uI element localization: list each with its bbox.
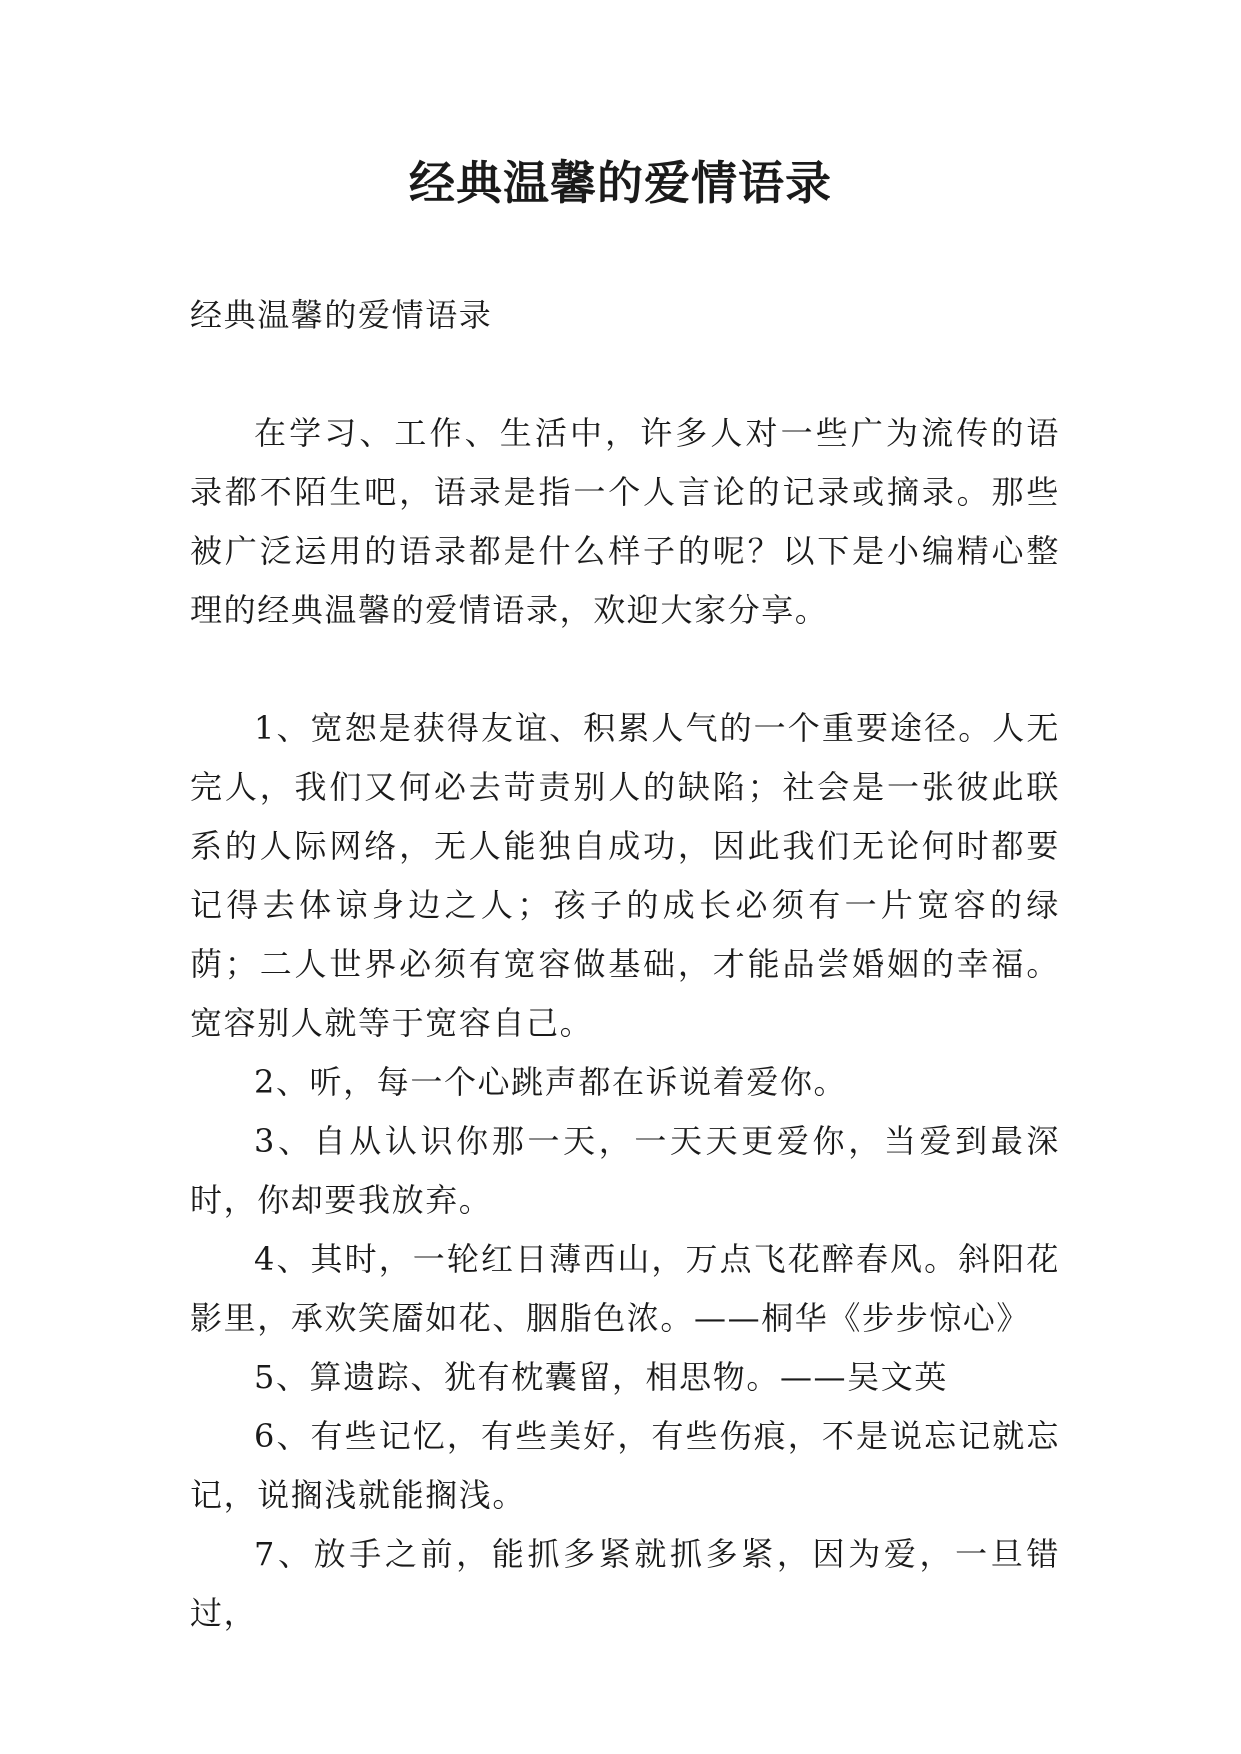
spacer	[190, 640, 1060, 699]
quote-item-2: 2、听，每一个心跳声都在诉说着爱你。	[254, 1063, 848, 1101]
quote-item-3: 3、自从认识你那一天，一天天更爱你，当爱到最深时，你却要我放弃。	[190, 1122, 1060, 1219]
spacer	[190, 345, 1060, 404]
quote-item-1: 1、宽恕是获得友谊、积累人气的一个重要途径。人无完人，我们又何必去苛责别人的缺陷；社会是一张彼此联系的人际网络，无人能独自成功，因此我们无论何时都要记得去体谅身边之人；孩子的成长必须有一片宽容的绿荫；二人世界必须有宽容做基础，才能品尝婚姻的幸福。宽容别人就等于宽容自己。	[190, 709, 1060, 1042]
document-body	[190, 286, 1060, 1643]
quote-item-7: 7、放手之前，能抓多紧就抓多紧，因为爱，一旦错过，	[190, 1535, 1060, 1632]
document-subtitle: 经典温馨的爱情语录	[190, 296, 493, 334]
document-title: 经典温馨的爱情语录	[409, 156, 832, 210]
quote-item-4: 4、其时，一轮红日薄西山，万点飞花醉春风。斜阳花影里，承欢笑靥如花、胭脂色浓。——桐华《步步惊心》	[190, 1240, 1060, 1337]
intro-paragraph: 在学习、工作、生活中，许多人对一些广为流传的语录都不陌生吧，语录是指一个人言论的记录或摘录。那些被广泛运用的语录都是什么样子的呢？以下是小编精心整理的经典温馨的爱情语录，欢迎大家分享。	[190, 414, 1060, 629]
quote-item-6: 6、有些记忆，有些美好，有些伤痕，不是说忘记就忘记，说搁浅就能搁浅。	[190, 1417, 1060, 1514]
quote-item-5: 5、算遗踪、犹有枕囊留，相思物。——吴文英	[254, 1358, 948, 1396]
